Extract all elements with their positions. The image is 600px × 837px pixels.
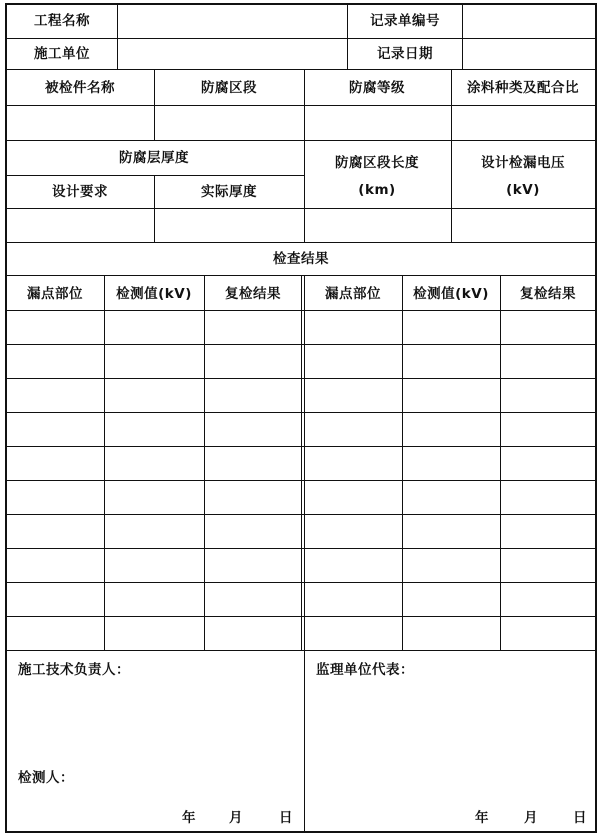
- inspector-label: 检测人：: [18, 770, 74, 786]
- design-voltage-unit: (kV): [506, 182, 540, 198]
- coating-field[interactable]: [452, 106, 595, 140]
- results-title: 检查结果: [273, 251, 329, 267]
- row-divider: [7, 175, 304, 176]
- inspection-record-form: [5, 3, 597, 833]
- construction-unit-label: 施工单位: [34, 46, 90, 62]
- design-requirement-field[interactable]: [7, 209, 154, 242]
- date-day: 日: [573, 810, 587, 826]
- date-year: 年: [182, 810, 196, 826]
- test-value-header: 检测值(kV): [116, 286, 192, 302]
- design-requirement-header: 设计要求: [52, 184, 108, 200]
- section-length-unit: (km): [358, 182, 396, 198]
- date-day: 日: [279, 810, 293, 826]
- design-voltage-field[interactable]: [452, 209, 595, 242]
- record-date-field[interactable]: [463, 39, 595, 69]
- actual-thickness-field[interactable]: [155, 209, 304, 242]
- thickness-header: 防腐层厚度: [119, 150, 189, 166]
- leak-location-header: 漏点部位: [325, 286, 381, 302]
- project-name-label: 工程名称: [34, 13, 90, 29]
- record-number-label: 记录单编号: [370, 13, 440, 29]
- construction-unit-field[interactable]: [118, 39, 347, 69]
- object-name-header: 被检件名称: [45, 80, 115, 96]
- project-name-field[interactable]: [118, 5, 347, 38]
- test-value-header: 检测值(kV): [413, 286, 489, 302]
- date-year: 年: [475, 810, 489, 826]
- col-divider: [347, 5, 348, 69]
- row-divider: [7, 242, 595, 243]
- object-name-field[interactable]: [7, 106, 154, 140]
- section-header: 防腐区段: [201, 80, 257, 96]
- tech-leader-label: 施工技术负责人：: [18, 662, 130, 678]
- record-date-label: 记录日期: [377, 46, 433, 62]
- grade-field[interactable]: [305, 106, 451, 140]
- design-voltage-header: 设计检漏电压: [481, 155, 565, 171]
- actual-thickness-header: 实际厚度: [201, 184, 257, 200]
- record-number-field[interactable]: [463, 5, 595, 38]
- section-field[interactable]: [155, 106, 304, 140]
- grade-header: 防腐等级: [349, 80, 405, 96]
- supervisor-signature-field[interactable]: [305, 651, 595, 831]
- row-divider: [7, 69, 595, 70]
- leak-location-header: 漏点部位: [27, 286, 83, 302]
- section-length-header: 防腐区段长度: [335, 155, 419, 171]
- coating-header: 涂料种类及配合比: [467, 80, 579, 96]
- date-month: 月: [524, 810, 538, 826]
- supervisor-label: 监理单位代表：: [316, 662, 414, 678]
- row-divider: [7, 140, 595, 141]
- date-month: 月: [229, 810, 243, 826]
- results-grid-body[interactable]: [7, 311, 595, 650]
- tech-leader-signature-field[interactable]: [7, 651, 304, 831]
- recheck-result-header: 复检结果: [520, 286, 576, 302]
- recheck-result-header: 复检结果: [225, 286, 281, 302]
- section-length-field[interactable]: [305, 209, 451, 242]
